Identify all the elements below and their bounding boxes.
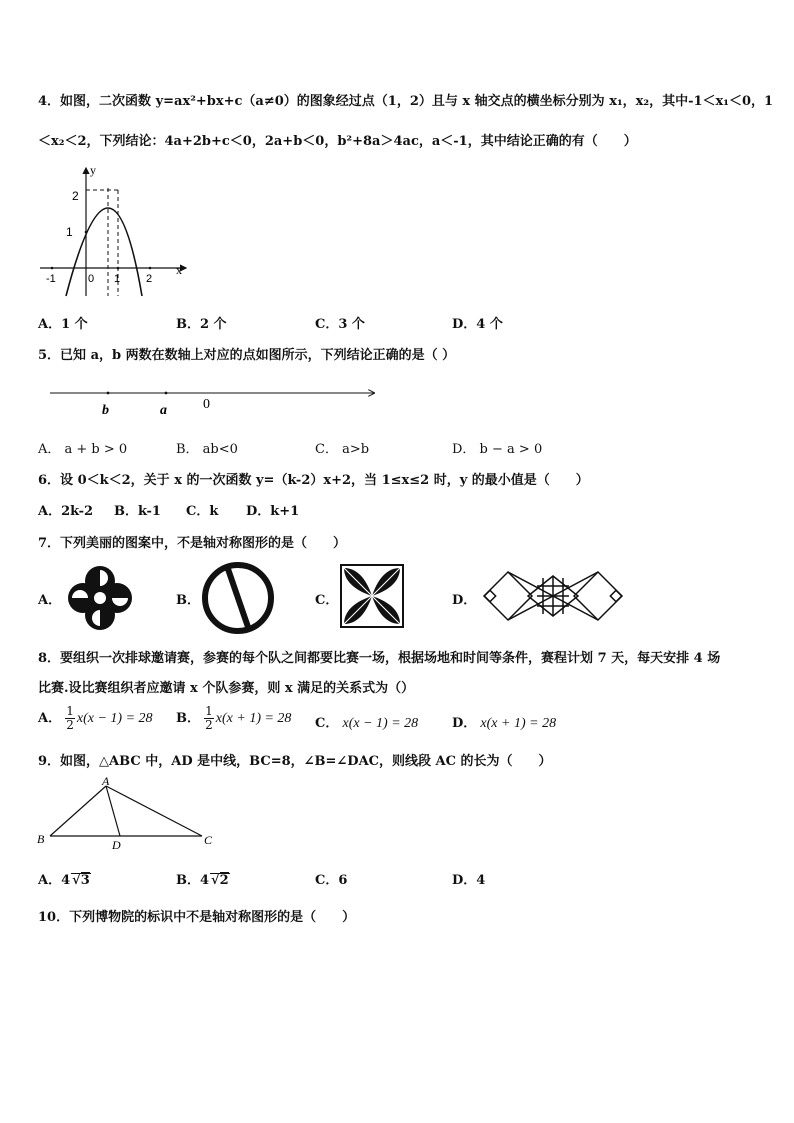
- q7-pattern-b-prohibition: [200, 560, 276, 636]
- q5-option-d[interactable]: D． b − a > 0: [452, 442, 543, 457]
- q6-text: 6．设 0＜k＜2，关于 x 的一次函数 y=（k-2）x+2，当 1≤x≤2 时，y 的最小值是（ ）: [38, 473, 589, 488]
- q4-tick-y-2: 2: [72, 189, 79, 203]
- q7-pattern-a-knot: [66, 564, 134, 632]
- q4-option-a[interactable]: A．1 个: [38, 317, 88, 332]
- q4-parabola-graph: [38, 162, 198, 302]
- q6-option-c[interactable]: C．k: [186, 504, 219, 519]
- q8-text-line2: 比赛.设比赛组织者应邀请 x 个队参赛，则 x 满足的关系式为（）: [38, 681, 415, 696]
- q4-text-line2: ＜x₂＜2，下列结论：4a+2b+c＜0，2a+b＜0，b²+8a＞4ac，a＜-1，其中结论正确的有（ ）: [38, 134, 637, 149]
- q8-option-a-fraction: $\frac{1}{2}$: [66, 704, 74, 732]
- q5-number-line: [48, 384, 383, 420]
- q5-text: 5．已知 a，b 两数在数轴上对应的点如图所示，下列结论正确的是（ ）: [38, 348, 456, 363]
- q6-option-d[interactable]: D．k+1: [246, 504, 300, 519]
- q4-tick-x-neg1: -1: [46, 273, 56, 285]
- q5-option-b[interactable]: B． ab<0: [176, 442, 238, 457]
- q9-text: 9．如图，△ABC 中，AD 是中线，BC=8，∠B=∠DAC，则线段 AC 的长为（ ）: [38, 754, 552, 769]
- q9-option-b[interactable]: B．4 √2: [176, 873, 229, 888]
- q6-option-a[interactable]: A．2k-2: [38, 504, 94, 519]
- q8-option-b[interactable]: B． $\frac{1}{2}$ x(x + 1) = 28: [176, 704, 292, 732]
- q8-text-line1: 8．要组织一次排球邀请赛，参赛的每个队之间都要比赛一场，根据场地和时间等条件，赛程计划 7 天，每天安排 4 场: [38, 651, 721, 666]
- q9-triangle-figure: [34, 776, 224, 852]
- q4-y-label: y: [90, 163, 96, 177]
- q4-parabola-curve: [66, 208, 142, 296]
- q7-text: 7．下列美丽的图案中，不是轴对称图形的是（ ）: [38, 536, 347, 551]
- q7-pattern-d-endless-knot: [482, 570, 624, 622]
- q4-tick-y-1: 1: [66, 225, 73, 239]
- q7-option-b[interactable]: B．: [176, 593, 200, 608]
- q4-option-c[interactable]: C．3 个: [315, 317, 365, 332]
- q4-tick-x-1: 1: [114, 273, 121, 285]
- q7-option-d[interactable]: D．: [452, 593, 477, 608]
- q8-option-c[interactable]: C． x(x − 1) = 28: [315, 716, 419, 731]
- q4-tick-x-2: 2: [146, 273, 153, 285]
- q7-option-c[interactable]: C．: [315, 593, 339, 608]
- q4-option-d[interactable]: D．4 个: [452, 317, 503, 332]
- q5-point-b: [107, 392, 110, 395]
- q5-label-a: a: [160, 403, 167, 418]
- q5-label-0: 0: [203, 397, 210, 412]
- q5-option-c[interactable]: C． a>b: [315, 442, 370, 457]
- q9-option-d[interactable]: D．4: [452, 873, 486, 888]
- q8-option-d[interactable]: D． x(x + 1) = 28: [452, 716, 557, 731]
- q9-label-b: B: [37, 832, 45, 846]
- q9-label-d: D: [112, 838, 121, 852]
- q5-label-b: b: [102, 403, 109, 418]
- q9-label-c: C: [204, 833, 213, 847]
- q10-text: 10．下列博物院的标识中不是轴对称图形的是（ ）: [38, 910, 356, 925]
- q4-option-b[interactable]: B．2 个: [176, 317, 227, 332]
- q7-option-a[interactable]: A．: [38, 593, 62, 608]
- q8-option-a[interactable]: A． $\frac{1}{2}$ x(x − 1) = 28: [38, 704, 153, 732]
- q7-pattern-c-petals: [340, 564, 404, 628]
- q9-option-a-sqrt: √3: [72, 873, 90, 888]
- q9-option-a[interactable]: A．4 √3: [38, 873, 90, 888]
- q4-tick-x-0: 0: [88, 273, 95, 285]
- q9-label-a: A: [102, 774, 110, 788]
- q5-option-a[interactable]: A． a + b > 0: [38, 442, 128, 457]
- q9-option-c[interactable]: C．6: [315, 873, 348, 888]
- q4-text-line1: 4．如图，二次函数 y=ax²+bx+c（a≠0）的图象经过点（1，2）且与 x 轴交点的横坐标分别为 x₁，x₂，其中-1＜x₁＜0，1: [38, 94, 774, 109]
- q4-x-label: x: [176, 263, 182, 277]
- q6-option-b[interactable]: B．k-1: [114, 504, 161, 519]
- q9-option-b-sqrt: √2: [211, 873, 229, 888]
- q5-point-a: [165, 392, 168, 395]
- q8-option-b-fraction: $\frac{1}{2}$: [205, 704, 213, 732]
